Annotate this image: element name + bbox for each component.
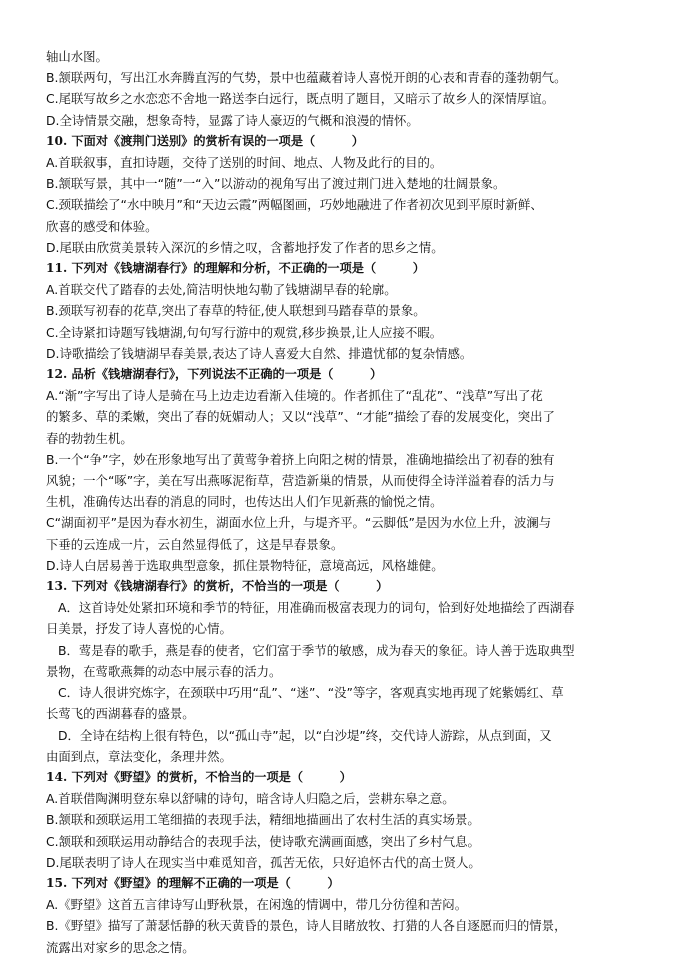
- document-body: [46, 46, 642, 958]
- text-line: 下垂的云连成一片，云自然显得低了，这是早春景象。: [46, 536, 344, 552]
- question-heading: 14. 下列对《野望》的赏析，不恰当的一项是（ ）: [46, 769, 352, 784]
- text-line: 由面到点，章法变化，条理井然。: [46, 748, 232, 764]
- text-line: 景物，在莺歌燕舞的动态中展示春的活力。: [46, 663, 282, 679]
- text-line: 长莺飞的西湖暮春的盛景。: [46, 706, 195, 722]
- question-heading: 10. 下面对《渡荆门送别》的赏析有误的一项是（ ）: [46, 133, 364, 148]
- text-line: C.颔联和颈联运用动静结合的表现手法，使诗歌充满画面感，突出了乡村气息。: [46, 833, 480, 849]
- question-heading: 12. 品析《钱塘湖春行》，下列说法不正确的一项是（ ）: [46, 367, 383, 382]
- text-line: B.《野望》描写了萧瑟恬静的秋天黄昏的景色，诗人目睹放牧、打猎的人各自逐愿而归的情景，: [46, 918, 567, 934]
- text-line: D．全诗在结构上很有特色，以“孤山寺”起，以“白沙堤”终，交代诗人游踪，从点到面，又: [58, 727, 552, 743]
- text-line: C.尾联写故乡之水恋恋不舍地一路送李白远行，既点明了题目，又暗示了故乡人的深情厚谊。: [46, 91, 555, 107]
- text-line: C.颈联描绘了“水中映月”和“天边云霞”两幅图画，巧妙地融进了作者初次见到平原时新鲜、: [46, 197, 543, 213]
- text-line: D.尾联由欣赏美景转入深沉的乡情之叹，含蓄地抒发了作者的思乡之情。: [46, 239, 444, 255]
- text-line: B．莺是春的歌手，燕是春的使者，它们富于季节的敏感，成为春天的象征。诗人善于选取典型: [58, 642, 575, 658]
- text-line: 生机，准确传达出春的消息的同时，也传达出人们乍见新燕的愉悦之情。: [46, 494, 443, 510]
- text-line: B.一个“争”字，妙在形象地写出了黄莺争着挤上向阳之树的情景，准确地描绘出了初春的独有: [46, 451, 555, 467]
- text-line: A.首联交代了踏春的去处,简洁明快地勾勒了钱塘湖早春的轮廓。: [46, 282, 397, 298]
- text-line: D.诗人白居易善于选取典型意象，抓住景物特征，意境高远，风格雄健。: [46, 557, 444, 573]
- text-line: A.首联叙事，直扣诗题，交待了送别的时间、地点、人物及此行的目的。: [46, 155, 443, 171]
- text-line: D.尾联表明了诗人在现实当中难觅知音，孤苦无依，只好追怀古代的高士贤人。: [46, 854, 481, 870]
- text-line: B.颈联写初春的花草,突出了春草的特征,使人联想到马踏春草的景象。: [46, 303, 426, 319]
- text-line: C.全诗紧扣诗题写钱塘湖,句句写行游中的观赏,移步换景,让人应接不暇。: [46, 324, 443, 340]
- text-line: A.《野望》这首五言律诗写山野秋景，在闲逸的情调中，带几分彷徨和苦闷。: [46, 897, 468, 913]
- text-line: D.诗歌描绘了钱塘湖早春美景,表达了诗人喜爱大自然、排遣忧郁的复杂情感。: [46, 345, 473, 361]
- text-line: 欣喜的感受和体验。: [46, 218, 158, 234]
- text-line: 流露出对家乡的思念之情。: [46, 939, 195, 955]
- text-line: B.颔联和颈联运用工笔细描的表现手法，精细地描画出了农村生活的真实场景。: [46, 812, 480, 828]
- text-line: 春的勃勃生机。: [46, 430, 133, 446]
- question-heading: 11. 下列对《钱塘湖春行》的理解和分析，不正确的一项是（ ）: [46, 261, 425, 276]
- question-heading: 13. 下列对《钱塘湖春行》的赏析，不恰当的一项是（ ）: [46, 579, 389, 594]
- text-line: C“湖面初平”是因为春水初生，湖面水位上升，与堤齐平。“云脚低”是因为水位上升，波澜与: [46, 515, 552, 531]
- text-line: 风貌；一个“啄”字，美在写出燕啄泥衔草，营造新巢的情景，从而使得全诗洋溢着春的活力与: [46, 473, 555, 489]
- text-line: 日美景，抒发了诗人喜悦的心情。: [46, 621, 232, 637]
- text-line: B.颔联两句，写出江水奔腾直泻的气势，景中也蕴藏着诗人喜悦开朗的心表和青春的蓬勃朝气。: [46, 70, 567, 86]
- text-line: 轴山水图。: [46, 49, 108, 64]
- question-heading: 15. 下列对《野望》的理解不正确的一项是（ ）: [46, 875, 340, 890]
- text-line: A．这首诗处处紧扣环境和季节的特征，用准确而极富表现力的词句，恰到好处地描绘了西湖春: [58, 600, 575, 616]
- text-line: B.颔联写景，其中一“随”一“入”以游动的视角写出了渡过荆门进入楚地的壮阔景象。: [46, 176, 506, 192]
- text-line: C．诗人很讲究炼字，在颈联中巧用“乱”、“迷”、“没”等字，客观真实地再现了姹紫嫣红、草: [58, 685, 564, 701]
- text-line: A.首联借陶渊明登东皋以舒啸的诗句，暗含诗人归隐之后，尝耕东皋之意。: [46, 791, 455, 807]
- text-line: A.“渐”字写出了诗人是骑在马上边走边看渐入佳境的。作者抓住了“乱花”、“浅草”写出了花: [46, 388, 543, 404]
- text-line: D.全诗情景交融，想象奇特，显露了诗人豪迈的气概和浪漫的情怀。: [46, 112, 419, 128]
- text-line: 的繁多、草的柔嫩，突出了春的妩媚动人；又以“浅草”、“才能”描绘了春的发展变化，突出了: [46, 409, 555, 425]
